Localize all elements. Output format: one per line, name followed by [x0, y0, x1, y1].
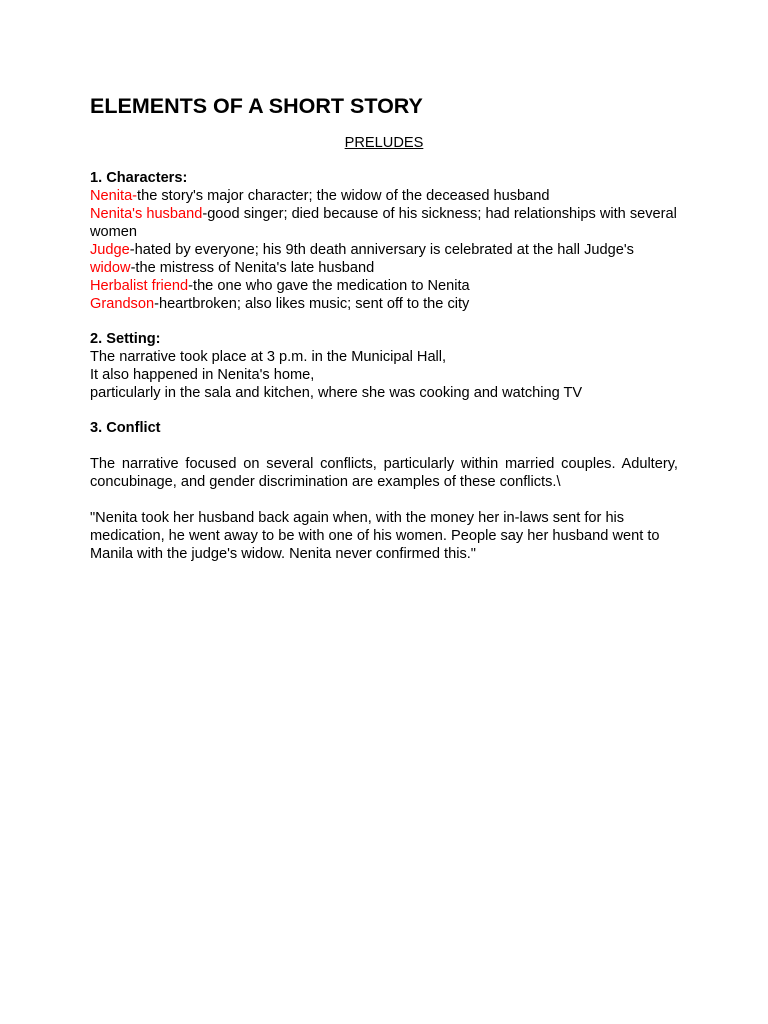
character-description: the story's major character; the widow of the deceased husband	[137, 188, 550, 204]
character-description: -good singer; died because of his sickness; had relationships with several women	[90, 206, 677, 240]
character-entry-nenitas-husband	[90, 205, 678, 241]
conflict-paragraph: The narrative focused on several conflicts, particularly within married couples. Adultery, concubinage, and gender discrimination are examples of these conflicts.\	[90, 456, 678, 490]
character-description: -heartbroken; also likes music; sent off to the city	[154, 296, 470, 312]
character-name: Herbalist friend	[90, 278, 189, 294]
setting-heading: 2. Setting:	[90, 331, 161, 347]
character-name: Judge	[90, 242, 130, 258]
document-subtitle: PRELUDES	[344, 135, 424, 151]
character-name: Grandson	[90, 296, 155, 312]
character-name: widow	[90, 260, 131, 276]
character-entry-nenita	[90, 187, 678, 205]
paragraph-spacer	[90, 491, 678, 509]
character-name: Nenita-	[90, 188, 138, 204]
character-entry-grandson	[90, 295, 678, 313]
setting-line: It also happened in Nenita's home,	[90, 367, 315, 383]
setting-line: particularly in the sala and kitchen, where she was cooking and watching TV	[90, 385, 583, 401]
character-description: -hated by everyone; his 9th death anniversary is celebrated at the hall Judge's	[129, 242, 634, 258]
conflict-heading: 3. Conflict	[90, 420, 161, 436]
character-description: -the mistress of Nenita's late husband	[130, 260, 375, 276]
character-entry-judge	[90, 241, 678, 259]
characters-list	[90, 187, 678, 313]
character-entry-herbalist-friend	[90, 277, 678, 295]
conflict-quote: "Nenita took her husband back again when, with the money her in-laws sent for his medication, he went away to be with one of his women. People say her husband went to Manila with the judge's widow. Nenita never confirmed this."	[90, 510, 660, 562]
document-page	[90, 93, 678, 563]
character-description: -the one who gave the medication to Nenita	[188, 278, 470, 294]
setting-line: The narrative took place at 3 p.m. in the Municipal Hall,	[90, 349, 447, 365]
character-entry-widow	[90, 259, 678, 277]
characters-heading: 1. Characters:	[90, 170, 188, 186]
setting-body	[90, 348, 678, 402]
paragraph-spacer	[90, 437, 678, 455]
document-title: ELEMENTS OF A SHORT STORY	[90, 94, 423, 118]
character-name: Nenita's husband	[90, 206, 203, 222]
